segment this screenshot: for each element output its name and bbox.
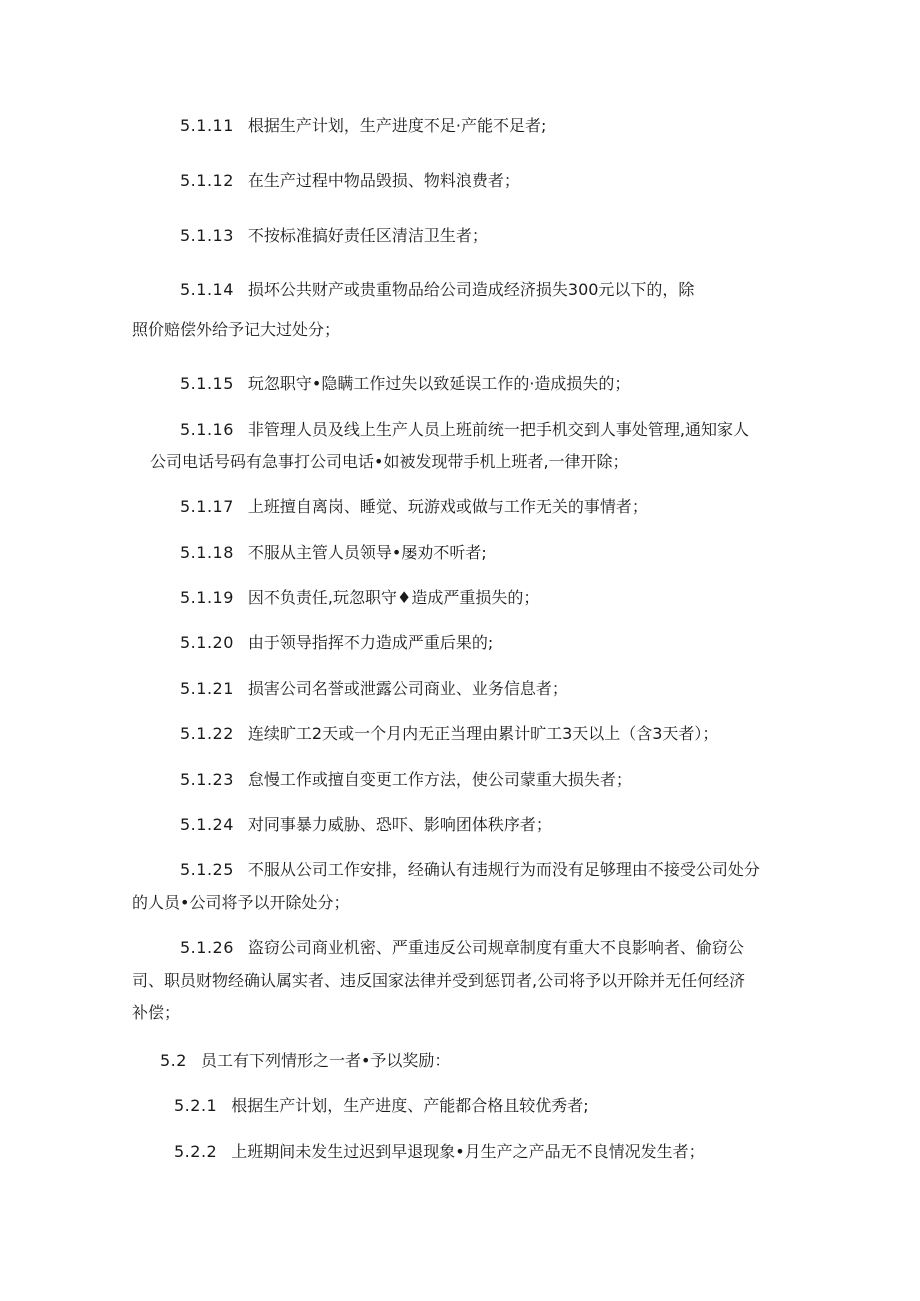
clause-number: 5.1.11 (180, 116, 234, 135)
section-5-2-heading (160, 1049, 450, 1073)
clause-5-1-14-continuation: 照价赔偿外给予记大过处分； (132, 320, 341, 339)
clause-number: 5.1.20 (180, 633, 234, 652)
clause-text: 损害公司名誉或泄露公司商业、业务信息者； (247, 679, 568, 698)
clause-5-1-20 (180, 631, 493, 655)
clause-5-1-17 (180, 495, 648, 519)
section-text: 员工有下列情形之一者•予以奖励： (200, 1051, 451, 1070)
clause-text: 由于领导指挥不力造成严重后果的; (247, 633, 494, 652)
clause-text: 上班擅自离岗、睡觉、玩游戏或做与工作无关的事情者； (247, 497, 648, 516)
clause-text: 非管理人员及线上生产人员上班前统一把手机交到人事处管理,通知家人 (247, 420, 749, 439)
clause-number: 5.1.24 (180, 815, 234, 834)
clause-number: 5.1.13 (180, 226, 234, 245)
clause-text: 在生产过程中物品毁损、物料浪费者； (247, 171, 520, 190)
clause-number: 5.1.21 (180, 679, 234, 698)
clause-number: 5.1.18 (180, 543, 234, 562)
clause-5-1-18 (180, 541, 487, 565)
clause-5-1-24 (180, 813, 552, 837)
clause-5-1-26 (180, 936, 744, 960)
clause-text: 不服从主管人员领导•屡劝不听者; (247, 543, 487, 562)
clause-5-1-22 (180, 722, 718, 746)
clause-5-1-16 (180, 418, 749, 442)
section-number: 5.2 (160, 1051, 187, 1070)
clause-text: 损坏公共财产或贵重物品给公司造成经济损失300元以下的，除 (247, 280, 695, 299)
clause-5-1-26-continuation-1: 司、职员财物经确认属实者、违反国家法律并受到惩罚者,公司将予以开除并无任何经济 (132, 971, 746, 990)
clause-number: 5.1.17 (180, 497, 234, 516)
clause-number: 5.1.25 (180, 860, 234, 879)
clause-text: 因不负责任,玩忽职守♦造成严重损失的； (247, 588, 540, 607)
clause-number: 5.1.16 (180, 420, 234, 439)
clause-number: 5.1.14 (180, 280, 234, 299)
clause-5-1-14 (180, 278, 694, 302)
clause-5-1-23 (180, 768, 632, 792)
clause-5-2-2 (174, 1140, 705, 1164)
clause-5-2-1 (174, 1094, 589, 1118)
clause-number: 5.2.1 (174, 1096, 218, 1115)
clause-text: 不服从公司工作安排，经确认有违规行为而没有足够理由不接受公司处分 (247, 860, 760, 879)
clause-number: 5.1.19 (180, 588, 234, 607)
clause-text: 根据生产计划，生产进度、产能都合格且较优秀者; (231, 1096, 589, 1115)
clause-5-1-21 (180, 677, 568, 701)
clause-text: 上班期间未发生过迟到早退现象•月生产之产品无不良情况发生者； (231, 1142, 705, 1161)
clause-5-1-11 (180, 114, 546, 138)
clause-5-1-13 (180, 224, 488, 248)
clause-5-1-16-continuation: 公司电话号码有急事打公司电话•如被发现带手机上班者,一律开除； (150, 452, 629, 471)
clause-number: 5.1.23 (180, 770, 234, 789)
clause-5-1-25-continuation: 的人员•公司将予以开除处分； (132, 893, 350, 912)
clause-text: 根据生产计划，生产进度不足·产能不足者; (247, 116, 547, 135)
clause-text: 连续旷工2天或一个月内无正当理由累计旷工3天以上（含3天者）； (247, 724, 719, 743)
clause-number: 5.1.12 (180, 171, 234, 190)
clause-number: 5.1.15 (180, 374, 234, 393)
clause-5-1-15 (180, 372, 630, 396)
clause-text: 不按标准搞好责任区清洁卫生者； (247, 226, 488, 245)
clause-text: 盗窃公司商业机密、严重违反公司规章制度有重大不良影响者、偷窃公 (247, 938, 744, 957)
clause-number: 5.1.26 (180, 938, 234, 957)
clause-text: 对同事暴力威胁、恐吓、影响团体秩序者； (247, 815, 552, 834)
clause-5-1-19 (180, 586, 539, 610)
clause-5-1-12 (180, 169, 520, 193)
clause-text: 玩忽职守•隐瞒工作过失以致延误工作的·造成损失的； (247, 374, 631, 393)
clause-5-1-26-continuation-2: 补偿； (132, 1003, 181, 1022)
clause-number: 5.1.22 (180, 724, 234, 743)
clause-5-1-25 (180, 858, 760, 882)
clause-number: 5.2.2 (174, 1142, 218, 1161)
clause-text: 怠慢工作或擅自变更工作方法，使公司蒙重大损失者； (247, 770, 632, 789)
